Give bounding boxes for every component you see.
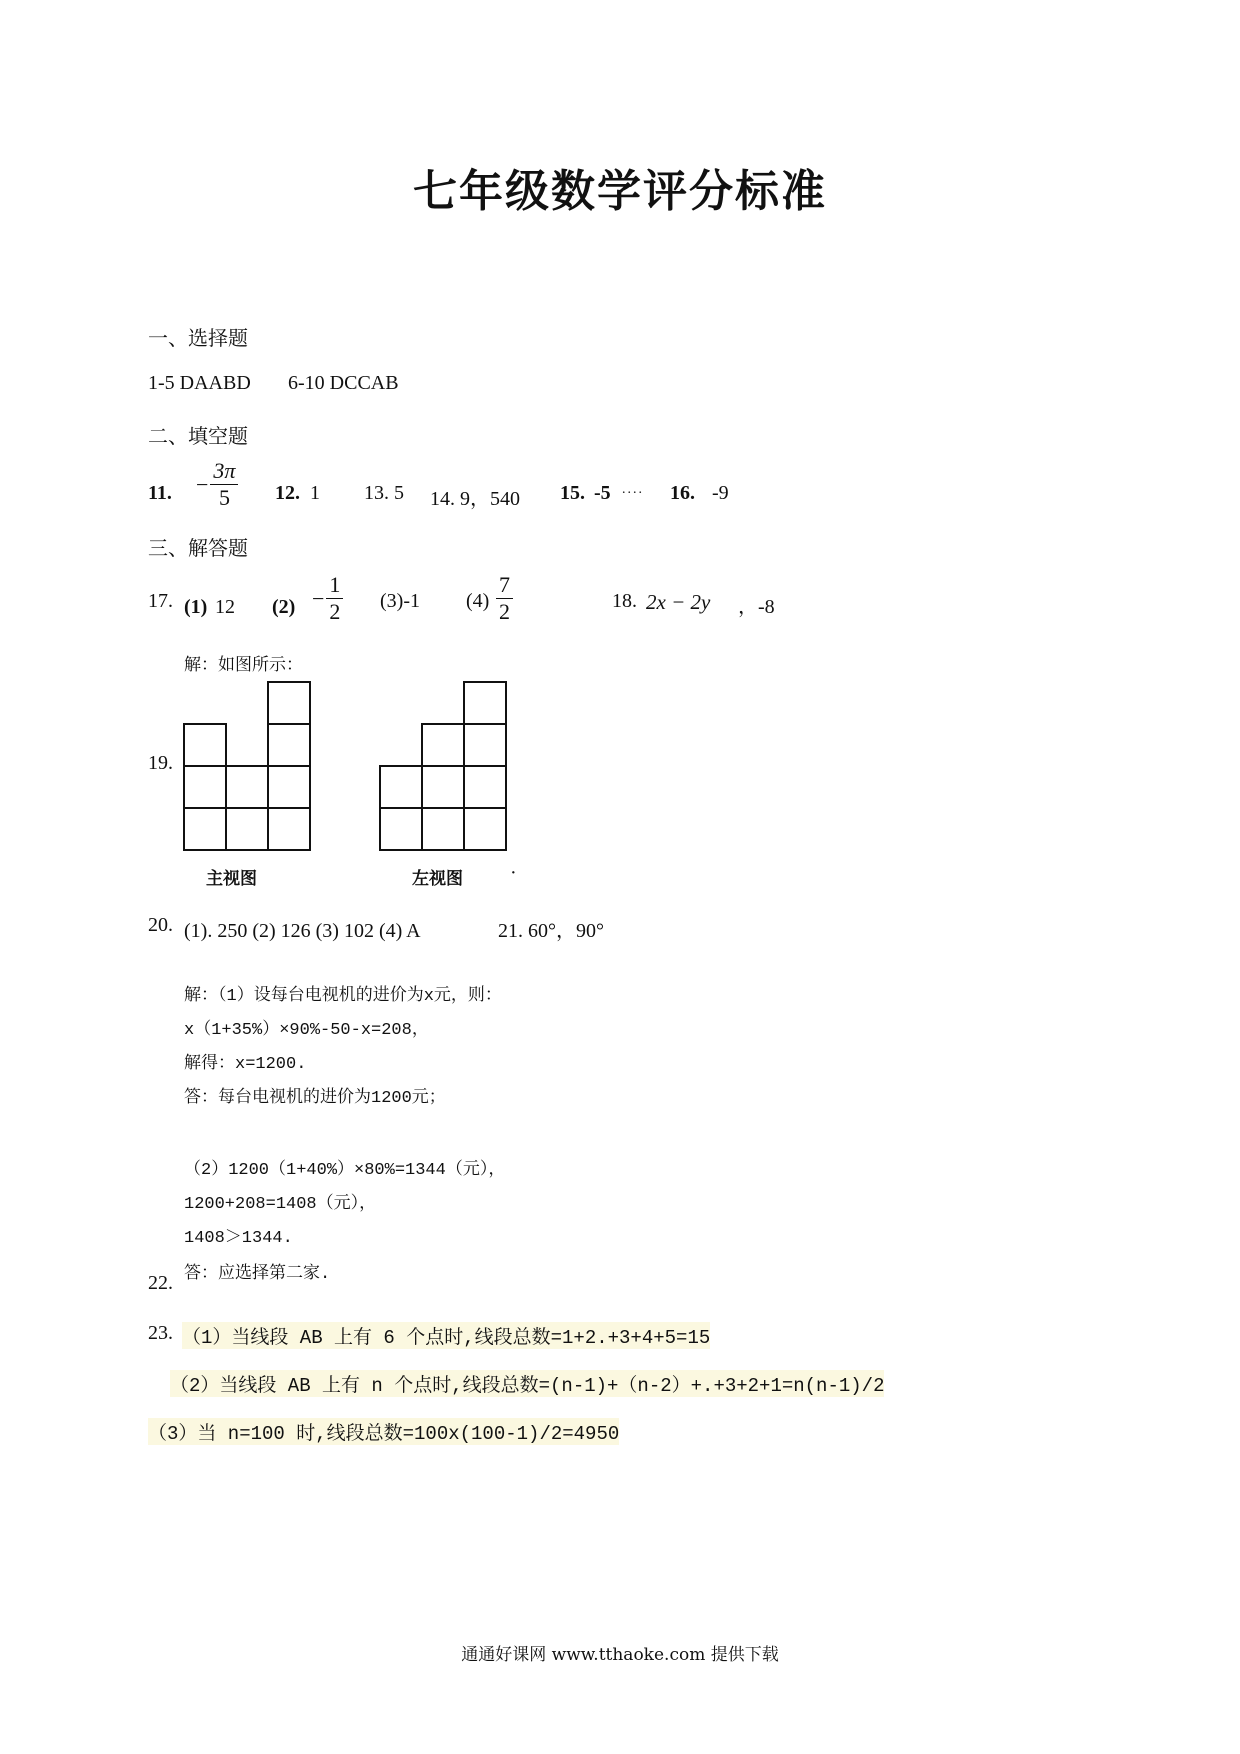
q18-expression: 2x − 2y [646, 590, 711, 614]
left-view-cell [422, 724, 464, 766]
q12-label: 12. [275, 482, 300, 504]
q23-label: 23. [148, 1322, 173, 1344]
left-view-cell [380, 808, 422, 850]
choice-answers-1-5: 1-5 DAABD [148, 372, 251, 394]
q17-part2-denominator: 2 [329, 599, 341, 624]
front-view-cell [268, 724, 310, 766]
q11-sign: − [196, 471, 209, 497]
q23-line-1: （1）当线段 AB 上有 6 个点时,线段总数=1+2.+3+4+5=15 [182, 1322, 710, 1349]
front-view-grid [184, 682, 310, 850]
q17-part1-value: 12 [215, 596, 235, 618]
q19-intro: 解：如图所示： [184, 655, 303, 675]
left-view-label: 左视图 [412, 869, 463, 889]
front-view-cell [268, 682, 310, 724]
q17-label: 17. [148, 590, 173, 612]
q17-part2-answer [312, 572, 343, 625]
front-view-cell [184, 808, 226, 850]
front-view-cell [268, 808, 310, 850]
q22-line-1: 解：（1）设每台电视机的进价为x元，则： [184, 987, 502, 1006]
q22-line-8: 答：应选择第二家. [184, 1265, 331, 1284]
left-view-mark: · [510, 862, 517, 884]
q22-label: 22. [148, 1272, 173, 1294]
front-view-cell [226, 808, 268, 850]
q17-part4-denominator: 2 [499, 599, 510, 624]
q20-answer: (1). 250 (2) 126 (3) 102 (4) A [184, 920, 421, 942]
q11-denominator: 5 [218, 485, 230, 510]
q22-line-2: x（1+35%）×90%-50-x=208， [184, 1021, 429, 1040]
q15-label: 15. [560, 482, 585, 504]
left-view-cell [422, 808, 464, 850]
q14-answer: 14. 9，540 [430, 488, 520, 510]
left-view-grid [380, 682, 506, 850]
q11-numerator: 3π [210, 458, 238, 485]
q17-part2-sign: − [312, 585, 325, 611]
left-view-cell [464, 724, 506, 766]
left-view-cell [464, 808, 506, 850]
q13-answer: 13. 5 [364, 482, 404, 504]
q22-line-6: 1200+208=1408（元）， [184, 1195, 377, 1214]
q22-line-4: 答：每台电视机的进价为1200元； [184, 1089, 446, 1108]
section-heading-fill: 二、填空题 [148, 424, 248, 448]
q11-fraction [210, 458, 238, 511]
section-heading-solve: 三、解答题 [148, 536, 248, 560]
q17-part4-numerator: 7 [496, 572, 513, 599]
q17-part2-label: (2) [272, 596, 296, 618]
q11-answer [196, 458, 238, 511]
q17-part2-fraction [326, 572, 343, 625]
q23-line-3: （3）当 n=100 时,线段总数=100x(100-1)/2=4950 [148, 1418, 619, 1445]
q11-label: 11. [148, 482, 172, 504]
page-footer: 通通好课网 www.tthaoke.com 提供下载 [461, 1645, 779, 1665]
q18-label: 18. [612, 590, 637, 612]
q22-line-3: 解得：x=1200. [184, 1055, 307, 1074]
q17-part2-numerator: 1 [326, 572, 343, 599]
q23-line-2: （2）当线段 AB 上有 n 个点时,线段总数=(n-1)+（n-2）+.+3+2+1=n(n-1)/2 [170, 1370, 884, 1397]
front-view-cell [268, 766, 310, 808]
left-view-cell [464, 682, 506, 724]
q15-value: -5 [594, 482, 611, 504]
q16-value: -9 [712, 482, 729, 504]
q16-label: 16. [670, 482, 695, 504]
q18-value: ，-8 [738, 596, 775, 618]
page-title: 七年级数学评分标准 [413, 166, 827, 217]
left-view-cell [464, 766, 506, 808]
q22-line-5: （2）1200（1+40%）×80%=1344（元）， [184, 1161, 506, 1180]
section-heading-choice: 一、选择题 [148, 326, 248, 350]
q22-line-7: 1408＞1344. [184, 1229, 293, 1248]
q17-part4-answer [496, 572, 513, 625]
q19-label: 19. [148, 752, 173, 774]
left-view-cell [422, 766, 464, 808]
front-view-label: 主视图 [206, 869, 257, 889]
front-view-cell [184, 724, 226, 766]
choice-answers-6-10: 6-10 DCCAB [288, 372, 399, 394]
left-view-cell [380, 766, 422, 808]
q15-dots: .... [622, 482, 644, 497]
q17-part1-label: (1) [184, 596, 208, 618]
q17-part3: (3)-1 [380, 590, 420, 612]
q17-part4-label: (4) [466, 590, 490, 612]
front-view-cell [184, 766, 226, 808]
q20-label: 20. [148, 914, 173, 936]
q21-answer: 21. 60°，90° [498, 920, 604, 942]
front-view-cell [226, 766, 268, 808]
q17-part4-fraction [496, 572, 513, 625]
q12-value: 1 [310, 482, 320, 504]
